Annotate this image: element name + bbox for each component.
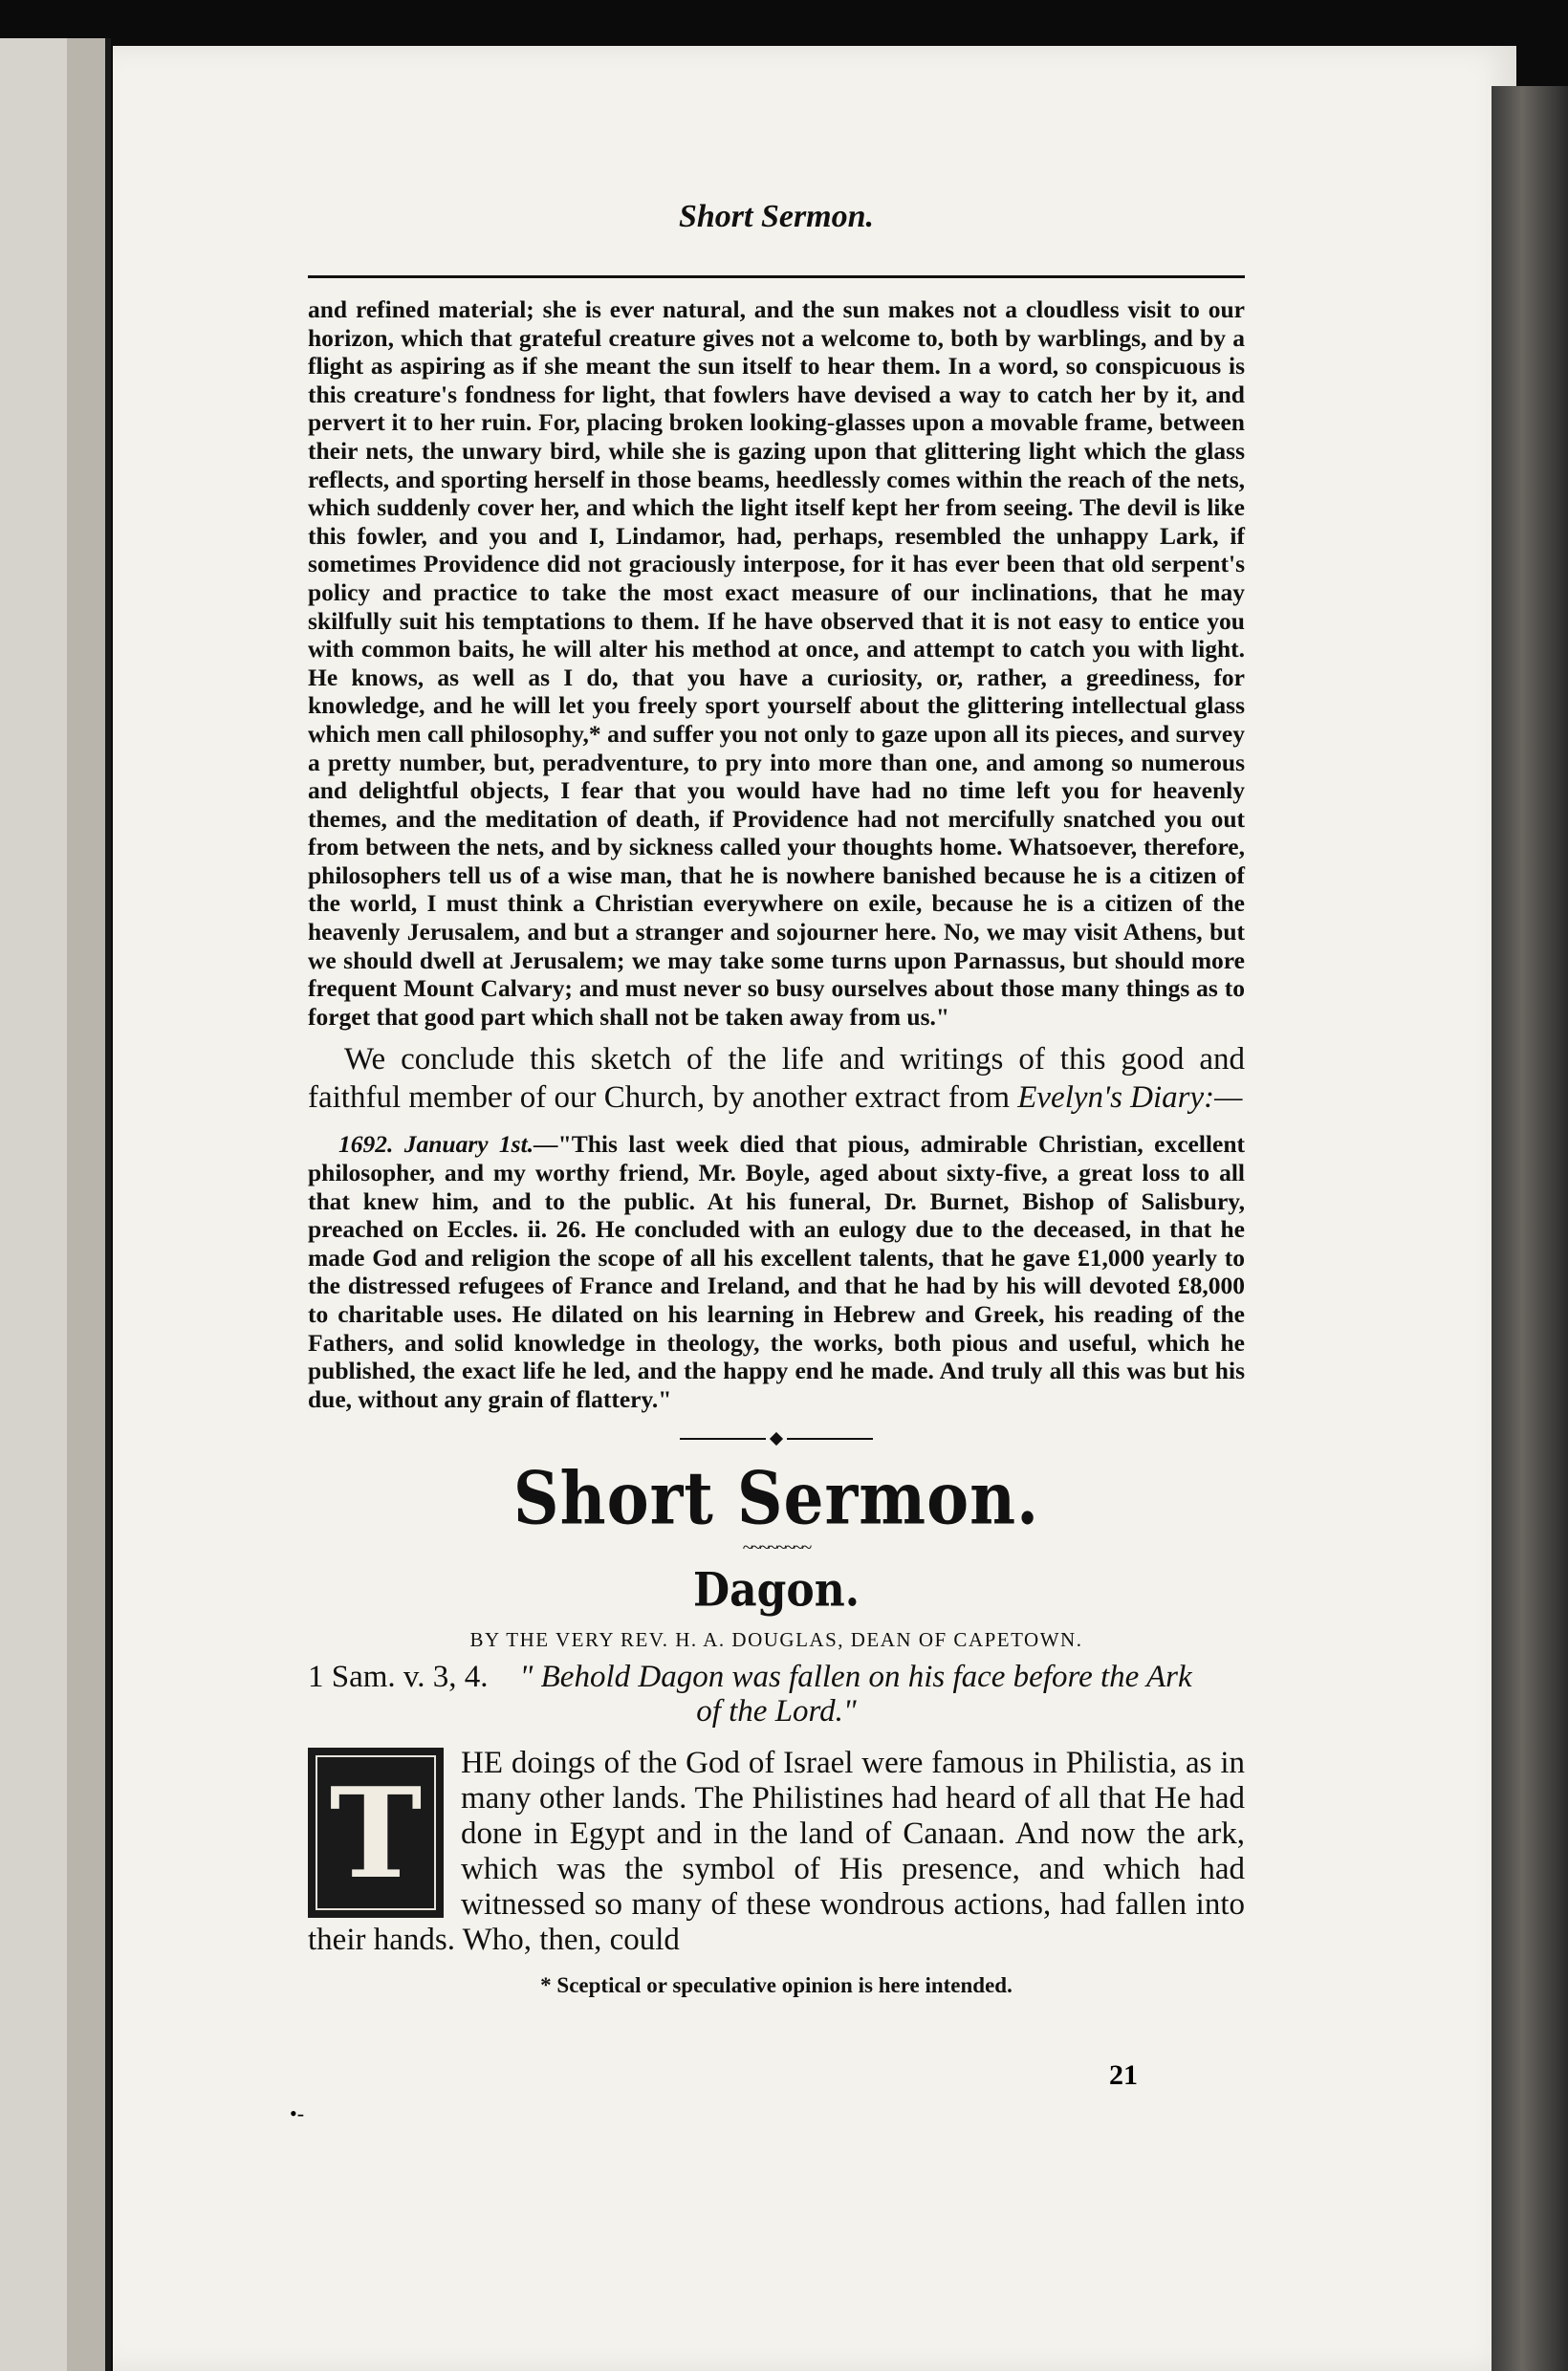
scripture-verse-line1: " Behold Dagon was fallen on his face before the Ark — [519, 1660, 1192, 1695]
running-head: Short Sermon. — [678, 199, 875, 234]
book-gutter — [67, 38, 105, 2371]
conclusion-text: We conclude this sketch of the life and writings of this good and faithful member of our Church, by another extract from — [308, 1042, 1245, 1116]
page-edge-shadow — [1492, 86, 1568, 2371]
diary-text: "This last week died that pious, admirable Christian, excellent philosopher, and my worthy friend, Mr. Boyle, aged about sixty-five, a great loss to all that knew him, and to the public. At his funeral, Dr. Burnet, Bishop of Salisbury, preached on Eccles. ii. 26. He concluded with an eulogy due to the deceased, in that he made God and religion the scope of all his excellent talents, that he gave £1,000 yearly to the distressed refugees of France and Ireland, and that he had by his will devoted £8,000 to charitable uses. He dilated on his learning in Hebrew and Greek, his reading of the Fathers, and solid knowledge in theology, the works, both pious and useful, which he published, the exact life he led, and the happy end he made. And truly all this was but his due, without any grain of flattery." — [308, 1130, 1245, 1413]
section-divider — [308, 1434, 1245, 1444]
ornamental-dropcap — [308, 1748, 444, 1918]
scripture-ref: 1 Sam. v. 3, 4. — [308, 1660, 489, 1695]
scripture-reference — [308, 1660, 1245, 1694]
wavy-rule: ~~~~~~~~ — [742, 1537, 811, 1559]
dropcap-letter: T — [316, 1755, 436, 1910]
conclusion-paragraph — [308, 1040, 1245, 1117]
sermon-body-text: HE doings of the God of Israel were famous in Philistia, as in many other lands. The Philistines had heard of all that He had done in Egypt and in the land of Canaan. And now the ark, which was the symbol of His presence, and which had witnessed so many of these wondrous actions, had fallen into their hands. Who, then, could — [308, 1746, 1245, 1958]
diary-date: 1692. January 1st.— — [338, 1130, 558, 1159]
header-rule — [308, 275, 1245, 278]
sermon-title: Short Sermon. — [512, 1455, 1040, 1542]
conclusion-source: Evelyn's Diary:— — [1017, 1080, 1243, 1116]
scripture-verse-line2: of the Lord." — [696, 1694, 857, 1729]
ink-smudge: •- — [290, 2101, 305, 2125]
page-number: 21 — [1109, 2059, 1138, 2091]
sermon-subtitle: Dagon. — [692, 1563, 860, 1618]
page-content — [308, 191, 1245, 1998]
sermon-byline: BY THE VERY REV. H. A. DOUGLAS, DEAN OF CAPETOWN. — [469, 1628, 1083, 1652]
boyle-letter-passage: and refined material; she is ever natural, and the sun makes not a cloudless visit to our horizon, which that grateful creature gives not a welcome to, both by warblings, and by a flight as aspiring as if she meant the sun itself to hear them. In a word, so conspicuous is this creature's fondness for light, that fowlers have devised a way to catch her by it, and pervert it to her ruin. For, placing broken looking-glasses upon a movable frame, between their nets, the unwary bird, while she is gazing upon that glittering light which the glass reflects, and sporting herself in those beams, heedlessly comes within the reach of the nets, which suddenly cover her, and which the light itself kept her from seeing. The devil is like this fowler, and you and I, Lindamor, had, perhaps, resembled the unhappy Lark, if sometimes Providence did not graciously interpose, for it has ever been that old serpent's policy and practice to take the most exact measure of our inclinations, that he may skilfully suit his temptations to them. If he have observed that it is not easy to entice you with common baits, he will alter his method at once, and attempt to catch you with light. He knows, as well as I do, that you have a curiosity, or, rather, a greediness, for knowledge, and he will let you freely sport yourself about the glittering intellectual glass which men call philosophy,* and suffer you not only to gaze upon all its pieces, and survey a pretty number, but, peradventure, to pry into more than one, and among so numerous and delightful objects, I fear that you would have had no time left you for heavenly themes, and the meditation of death, if Providence had not mercifully snatched you out from between the nets, and by sickness called your thoughts home. Whatsoever, therefore, philosophers tell us of a wise man, that he is nowhere banished because he is a citizen of the world, I must think a Christian everywhere on exile, because he is a citizen of the heavenly Jerusalem, and but a stranger and sojourner here. No, we may visit Athens, but we should dwell at Jerusalem; we may take some turns upon Parnassus, but should more frequent Mount Calvary; and must never so busy ourselves about those many things as to forget that good part which shall not be taken away from us." — [308, 295, 1245, 1031]
diary-extract — [308, 1130, 1245, 1413]
footnote: * Sceptical or speculative opinion is here intended. — [540, 1973, 1013, 1998]
sermon-body — [308, 1746, 1245, 1958]
